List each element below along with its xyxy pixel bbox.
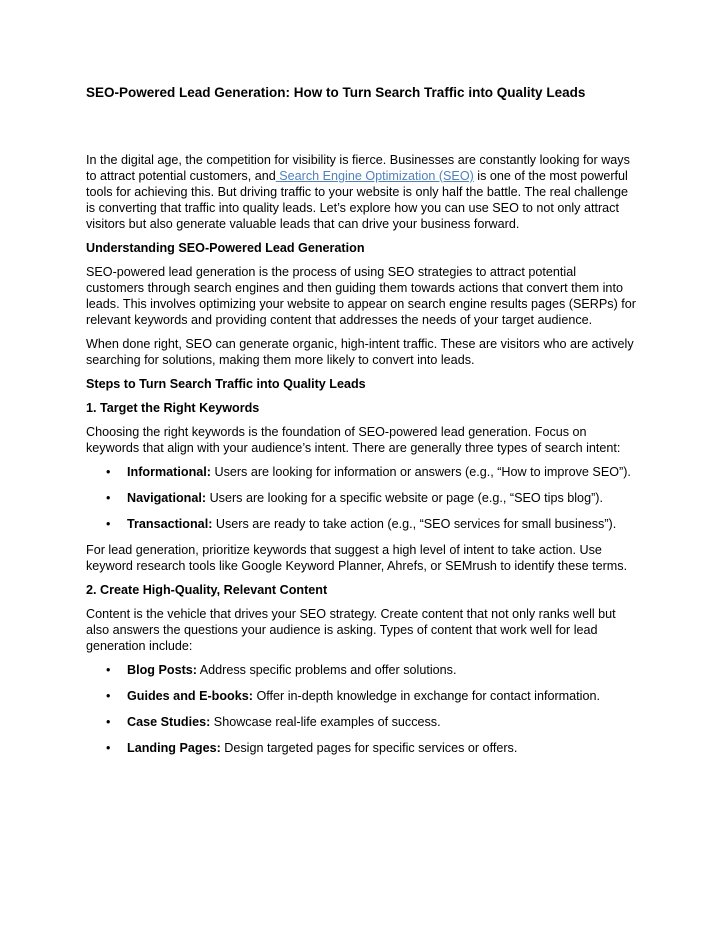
list-item-text: Users are looking for information or answers (e.g., “How to improve SEO”). bbox=[210, 465, 631, 479]
list-item-text: Address specific problems and offer solutions. bbox=[196, 663, 457, 677]
list-item-term: Landing Pages: bbox=[127, 741, 221, 755]
list-item bbox=[86, 464, 636, 480]
step1-heading: 1. Target the Right Keywords bbox=[86, 401, 260, 415]
step1-outro: For lead generation, prioritize keywords that suggest a high level of intent to take action. Use keyword research tools like Google Keyword Planner, Ahrefs, or SEMrush to identify these terms. bbox=[86, 543, 628, 573]
list-item bbox=[86, 516, 636, 532]
bullet-icon: • bbox=[106, 663, 111, 677]
list-item-term: Informational: bbox=[127, 465, 211, 479]
list-item bbox=[86, 740, 636, 756]
list-item-term: Case Studies: bbox=[127, 715, 211, 729]
list-item bbox=[86, 688, 636, 704]
list-item bbox=[86, 662, 636, 678]
bullet-icon: • bbox=[106, 689, 111, 703]
list-item-term: Navigational: bbox=[127, 491, 207, 505]
bullet-icon: • bbox=[106, 715, 111, 729]
list-item-text: Design targeted pages for specific services or offers. bbox=[220, 741, 518, 755]
page-title: SEO-Powered Lead Generation: How to Turn Search Traffic into Quality Leads bbox=[86, 85, 586, 100]
intro-text-after-link: is one of the most powerful tools for achieving this. But driving traffic to your website is only half the battle. The real challenge is converting that traffic into quality leads. Let’s explore how you can use SEO to not only attract visitors but also generate valuable leads that can drive your business forward. bbox=[86, 169, 629, 231]
list-item-term: Transactional: bbox=[127, 517, 213, 531]
step2-heading: 2. Create High-Quality, Relevant Content bbox=[86, 583, 328, 597]
search-intent-list bbox=[86, 464, 636, 532]
section-heading-understanding: Understanding SEO-Powered Lead Generation bbox=[86, 241, 365, 255]
list-item-term: Blog Posts: bbox=[127, 663, 197, 677]
list-item-text: Showcase real-life examples of success. bbox=[210, 715, 441, 729]
step2-intro: Content is the vehicle that drives your SEO strategy. Create content that not only ranks well but also answers the questions your audience is asking. Types of content that work well for lead generation include: bbox=[86, 607, 616, 653]
seo-link[interactable]: Search Engine Optimization (SEO) bbox=[275, 169, 474, 183]
understanding-paragraph-1: SEO-powered lead generation is the process of using SEO strategies to attract potential customers through search engines and then guiding them towards actions that convert them into leads. This involves optimizing your website to appear on search engine results pages (SERPs) for relevant keywords and providing content that addresses the needs of your target audience. bbox=[86, 265, 636, 327]
document-body bbox=[86, 152, 636, 756]
section-heading-steps: Steps to Turn Search Traffic into Quality Leads bbox=[86, 377, 366, 391]
list-item bbox=[86, 490, 636, 506]
content-types-list bbox=[86, 662, 636, 756]
step1-intro: Choosing the right keywords is the foundation of SEO-powered lead generation. Focus on keywords that align with your audience’s intent. There are generally three types of search intent: bbox=[86, 425, 621, 455]
intro-text-before-link: In the digital age, the competition for visibility is fierce. Businesses are constantly looking for ways to attract potential customers, and bbox=[86, 153, 630, 183]
understanding-paragraph-2: When done right, SEO can generate organic, high-intent traffic. These are visitors who are actively searching for solutions, making them more likely to convert into leads. bbox=[86, 337, 634, 367]
bullet-icon: • bbox=[106, 741, 111, 755]
list-item-text: Users are looking for a specific website or page (e.g., “SEO tips blog”). bbox=[206, 491, 603, 505]
bullet-icon: • bbox=[106, 465, 111, 479]
list-item-term: Guides and E-books: bbox=[127, 689, 253, 703]
list-item-text: Offer in-depth knowledge in exchange for contact information. bbox=[252, 689, 600, 703]
list-item bbox=[86, 714, 636, 730]
list-item-text: Users are ready to take action (e.g., “SEO services for small business”). bbox=[212, 517, 617, 531]
bullet-icon: • bbox=[106, 491, 111, 505]
intro-paragraph bbox=[86, 152, 636, 232]
bullet-icon: • bbox=[106, 517, 111, 531]
